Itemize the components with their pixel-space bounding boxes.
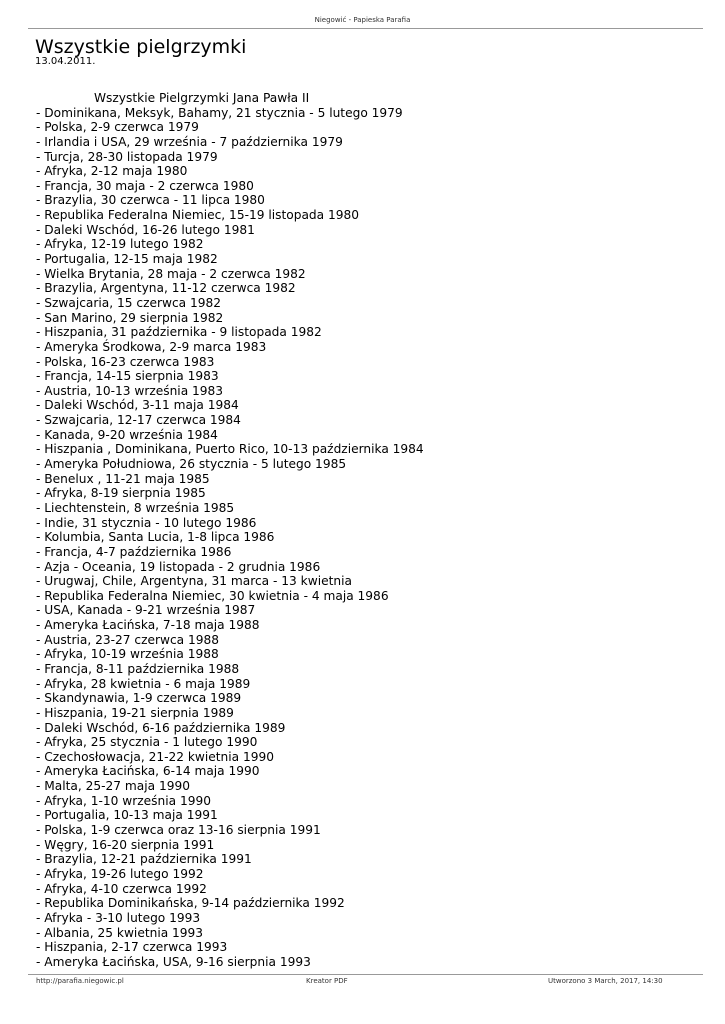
- header-divider: [28, 28, 703, 29]
- list-item: - Ameryka Łacińska, 7-18 maja 1988: [36, 618, 260, 633]
- list-item: - Hiszpania, 19-21 sierpnia 1989: [36, 705, 234, 720]
- page-header: Niegowić - Papieska Parafia: [314, 16, 411, 24]
- list-item: - Austria, 10-13 września 1983: [36, 383, 224, 398]
- footer-created: Utworzono 3 March, 2017, 14:30: [548, 977, 663, 985]
- list-item: - Afryka, 2-12 maja 1980: [36, 164, 188, 179]
- list-item: - Afryka, 1-10 września 1990: [36, 793, 211, 808]
- list-item: - Ameryka Południowa, 26 stycznia - 5 lutego 1985: [36, 457, 347, 472]
- list-item: - Czechosłowacja, 21-22 kwietnia 1990: [36, 749, 275, 764]
- list-item: - Dominikana, Meksyk, Bahamy, 21 stycznia - 5 lutego 1979: [36, 105, 403, 120]
- list-item: - Republika Dominikańska, 9-14 października 1992: [36, 896, 345, 911]
- list-item: - Portugalia, 12-15 maja 1982: [36, 252, 218, 267]
- list-item: - Polska, 1-9 czerwca oraz 13-16 sierpnia 1991: [36, 823, 321, 838]
- list-item: - Urugwaj, Chile, Argentyna, 31 marca - 13 kwietnia: [36, 574, 352, 589]
- list-item: - Kanada, 9-20 września 1984: [36, 427, 218, 442]
- list-item: - Ameryka Łacińska, USA, 9-16 sierpnia 1993: [36, 954, 311, 969]
- article-body: [36, 91, 424, 969]
- list-item: - Afryka, 4-10 czerwca 1992: [36, 881, 207, 896]
- list-item: - Hiszpania, 2-17 czerwca 1993: [36, 940, 228, 955]
- list-item: - Afryka, 10-19 września 1988: [36, 647, 219, 662]
- list-item: - Albania, 25 kwietnia 1993: [36, 925, 204, 940]
- list-item: - Afryka, 25 stycznia - 1 lutego 1990: [36, 735, 258, 750]
- list-item: - Szwajcaria, 12-17 czerwca 1984: [36, 413, 241, 428]
- list-item: - Ameryka Środkowa, 2-9 marca 1983: [36, 339, 267, 354]
- list-item: - Afryka, 8-19 sierpnia 1985: [36, 486, 206, 501]
- list-item: - Afryka, 19-26 lutego 1992: [36, 866, 204, 881]
- list-item: - Afryka, 28 kwietnia - 6 maja 1989: [36, 676, 251, 691]
- list-heading: Wszystkie Pielgrzymki Jana Pawła II: [94, 91, 310, 105]
- list-item: - Skandynawia, 1-9 czerwca 1989: [36, 691, 242, 706]
- list-item: - Daleki Wschód, 6-16 października 1989: [36, 720, 286, 735]
- list-item: - Hiszpania, 31 października - 9 listopada 1982: [36, 325, 322, 340]
- list-item: - Brazylia, Argentyna, 11-12 czerwca 1982: [36, 281, 296, 296]
- list-item: - Portugalia, 10-13 maja 1991: [36, 808, 218, 823]
- list-item: - Republika Federalna Niemiec, 15-19 listopada 1980: [36, 208, 360, 223]
- list-item: - Wielka Brytania, 28 maja - 2 czerwca 1982: [36, 266, 306, 281]
- publication-date: 13.04.2011.: [35, 56, 96, 67]
- list-item: - Azja - Oceania, 19 listopada - 2 grudnia 1986: [36, 559, 321, 574]
- list-item: - Afryka, 12-19 lutego 1982: [36, 237, 204, 252]
- list-item: - Daleki Wschód, 16-26 lutego 1981: [36, 222, 255, 237]
- list-item: - USA, Kanada - 9-21 września 1987: [36, 603, 256, 618]
- list-item: - Kolumbia, Santa Lucia, 1-8 lipca 1986: [36, 530, 275, 545]
- list-item: - Hiszpania , Dominikana, Puerto Rico, 10-13 października 1984: [36, 442, 424, 457]
- list-item: - Polska, 2-9 czerwca 1979: [36, 120, 199, 135]
- list-item: - Republika Federalna Niemiec, 30 kwietnia - 4 maja 1986: [36, 588, 389, 603]
- footer-divider: [28, 974, 703, 975]
- list-item: - Daleki Wschód, 3-11 maja 1984: [36, 398, 239, 413]
- pilgrimage-list: [36, 106, 424, 970]
- list-item: - Ameryka Łacińska, 6-14 maja 1990: [36, 764, 260, 779]
- list-item: - Indie, 31 stycznia - 10 lutego 1986: [36, 515, 257, 530]
- list-item: - Afryka - 3-10 lutego 1993: [36, 910, 201, 925]
- list-item: - Szwajcaria, 15 czerwca 1982: [36, 295, 222, 310]
- footer-generator: Kreator PDF: [306, 977, 348, 985]
- list-item: - Austria, 23-27 czerwca 1988: [36, 632, 219, 647]
- list-item: - Francja, 14-15 sierpnia 1983: [36, 369, 219, 384]
- list-item: - Francja, 30 maja - 2 czerwca 1980: [36, 178, 254, 193]
- list-item: - Francja, 4-7 października 1986: [36, 544, 232, 559]
- list-item: - Polska, 16-23 czerwca 1983: [36, 354, 215, 369]
- page-title: Wszystkie pielgrzymki: [35, 36, 247, 58]
- list-item: - Brazylia, 30 czerwca - 11 lipca 1980: [36, 193, 265, 208]
- list-item: - San Marino, 29 sierpnia 1982: [36, 310, 224, 325]
- footer-url: http://parafia.niegowic.pl: [36, 977, 124, 985]
- list-item: - Turcja, 28-30 listopada 1979: [36, 149, 218, 164]
- list-item: - Irlandia i USA, 29 września - 7 października 1979: [36, 134, 343, 149]
- list-item: - Węgry, 16-20 sierpnia 1991: [36, 837, 215, 852]
- list-item: - Benelux , 11-21 maja 1985: [36, 471, 210, 486]
- list-item: - Francja, 8-11 października 1988: [36, 661, 240, 676]
- list-item: - Liechtenstein, 8 września 1985: [36, 500, 235, 515]
- list-item: - Malta, 25-27 maja 1990: [36, 779, 191, 794]
- list-item: - Brazylia, 12-21 października 1991: [36, 852, 252, 867]
